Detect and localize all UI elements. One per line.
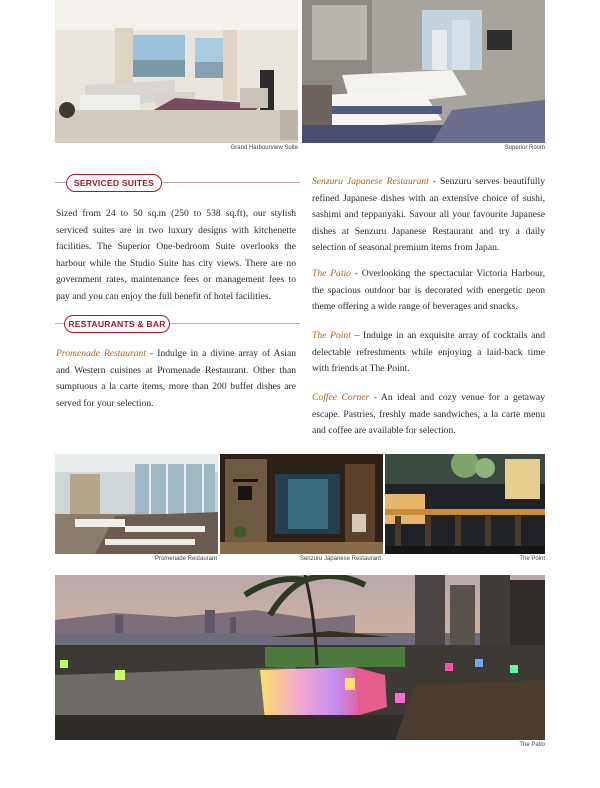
coffee-corner-paragraph [312,390,545,440]
senzuru-name: Senzuru Japanese Restaurant [312,176,429,187]
restaurants-pill: RESTAURANTS & BAR [64,315,170,333]
point-text: – Indulge in an exquisite array of cocktails and delectable refreshments while enjoying a laid-back time with friends at The Point. [312,330,545,374]
serviced-suites-body: Sized from 24 to 50 sq.m (250 to 538 sq.ft), our stylish serviced suites are in two luxury designs with kitchenette facilities. The Superior One-bedroom Suite overlooks the harbour while the Studio Suite has city views. There are no government rates, maintenance fees or management fees to pay and you can enjoy the full benefit of hotel facilities. [56,208,296,302]
serviced-suites-pill: SERVICED SUITES [66,174,162,192]
patio-name: The Patio [312,268,351,279]
photo-superior-room [302,0,545,143]
photo-the-point [385,454,545,554]
caption-grand-harbourview-suite: Grand Harbourview Suite [230,145,298,151]
promenade-text: - Indulge in a divine array of Asian and Western cuisines at Promenade Restaurant. Other than sumptuous a la carte items, more than 200 buffet dishes are served for your selection. [56,348,297,409]
senzuru-paragraph [312,174,545,257]
point-name: The Point [312,330,351,341]
caption-senzuru-restaurant: Senzuru Japanese Restaurant [299,556,381,562]
photo-senzuru-restaurant [220,454,383,554]
caption-promenade-restaurant: Promenade Restaurant [154,556,217,562]
serviced-suites-heading [55,174,300,192]
photo-promenade-restaurant [55,454,218,554]
patio-text: - Overlooking the spectacular Victoria Harbour, the spacious outdoor bar is decorated with energetic neon theme offering a wide range of beverages and snacks. [312,268,546,312]
restaurants-heading [55,315,300,333]
promenade-name: Promenade Restaurant [56,348,147,359]
caption-superior-room: Superior Room [504,145,545,151]
coffee-corner-text: - An ideal and cozy venue for a getaway escape. Pastries, freshly made sandwiches, a la carte menu and coffee are available for selection. [312,392,545,436]
point-paragraph [312,328,545,378]
photo-the-patio [55,575,545,740]
caption-the-point: The Point [519,556,545,562]
patio-paragraph [312,266,545,316]
caption-the-patio: The Patio [519,742,545,748]
promenade-paragraph [56,346,296,412]
coffee-corner-name: Coffee Corner [312,392,370,403]
photo-grand-harbourview-suite [55,0,298,143]
senzuru-text: - Senzuru serves beautifully refined Japanese dishes with an extensive choice of sushi, sashimi and teppanyaki. Savour all your favourite Japanese dishes at Senzuru Japanese Restaurant and try a daily selection of seasonal premium items from Japan. [312,176,545,253]
